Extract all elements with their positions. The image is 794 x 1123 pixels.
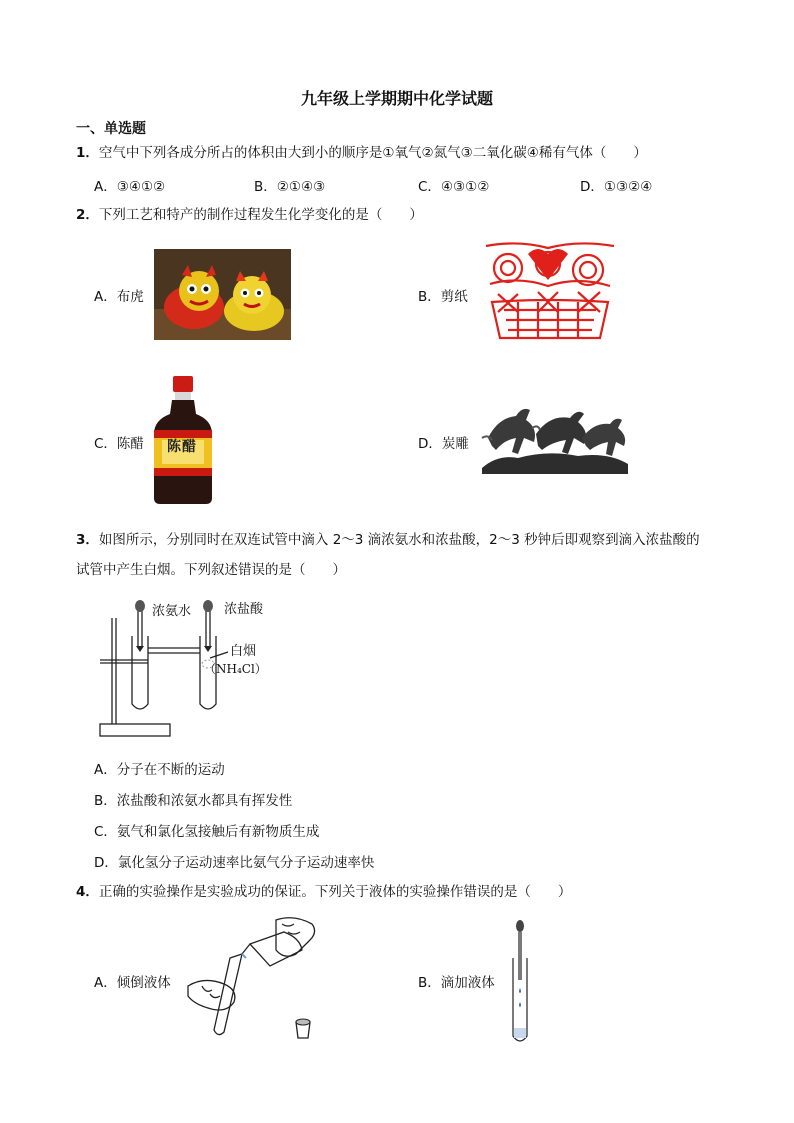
question-text: 下列工艺和特产的制作过程发生化学变化的是（ ） (98, 207, 423, 223)
ammonia-label: 浓氨水 (152, 604, 192, 619)
question-text: 正确的实验操作是实验成功的保证。下列关于液体的实验操作错误的是（ ） (98, 884, 572, 900)
question-4 (76, 882, 571, 902)
q2-option-d[interactable]: D．炭雕 (418, 436, 469, 452)
question-3 (76, 530, 700, 550)
q1-option-b[interactable]: B．②①④③ (254, 179, 326, 195)
q2-option-a[interactable]: A．布虎 (94, 289, 144, 305)
question-text-line1: 如图所示，分别同时在双连试管中滴入 2～3 滴浓氨水和浓盐酸，2～3 秒钟后即观察到滴入浓盐酸的 (98, 532, 700, 548)
question-number: 2． (76, 207, 99, 223)
section-heading: 一、单选题 (76, 121, 146, 137)
q1-option-d[interactable]: D．①③②④ (580, 179, 653, 195)
paper-cut-image (478, 240, 621, 346)
vinegar-label: 陈醋 (167, 439, 197, 455)
cloth-tiger-image (154, 249, 291, 340)
q1-option-a[interactable]: A．③④①② (94, 179, 166, 195)
q2-option-b[interactable]: B．剪纸 (418, 289, 468, 305)
q4-option-b[interactable]: B．滴加液体 (418, 975, 495, 991)
q3-option-c[interactable]: C．氨气和氯化氢接触后有新物质生成 (94, 824, 320, 840)
vinegar-bottle-image (150, 374, 218, 506)
page-title: 九年级上学期期中化学试题 (300, 89, 493, 108)
question-2 (76, 205, 423, 225)
charcoal-carving-image (478, 398, 631, 476)
q1-option-c[interactable]: C．④③①② (418, 179, 490, 195)
double-test-tube-diagram (96, 596, 296, 746)
q3-option-d[interactable]: D．氯化氢分子运动速率比氨气分子运动速率快 (94, 855, 375, 871)
question-number: 1． (76, 145, 99, 161)
q3-option-b[interactable]: B．浓盐酸和浓氨水都具有挥发性 (94, 793, 293, 809)
smoke-label: 白烟 (230, 644, 257, 659)
question-1 (76, 143, 647, 163)
question-3-line2: 试管中产生白烟。下列叙述错误的是（ ） (76, 562, 346, 578)
dropping-liquid-image (508, 918, 532, 1046)
q3-option-a[interactable]: A．分子在不断的运动 (94, 762, 225, 778)
q4-option-a[interactable]: A．倾倒液体 (94, 975, 171, 991)
q2-option-c[interactable]: C．陈醋 (94, 436, 144, 452)
hcl-label: 浓盐酸 (224, 602, 264, 617)
question-text: 空气中下列各成分所占的体积由大到小的顺序是①氧气②氮气③二氧化碳④稀有气体（ ） (98, 145, 647, 161)
formula-label: （NH₄Cl） (204, 662, 267, 676)
question-number: 3． (76, 532, 99, 548)
question-number: 4． (76, 884, 99, 900)
pouring-liquid-image (184, 914, 324, 1044)
